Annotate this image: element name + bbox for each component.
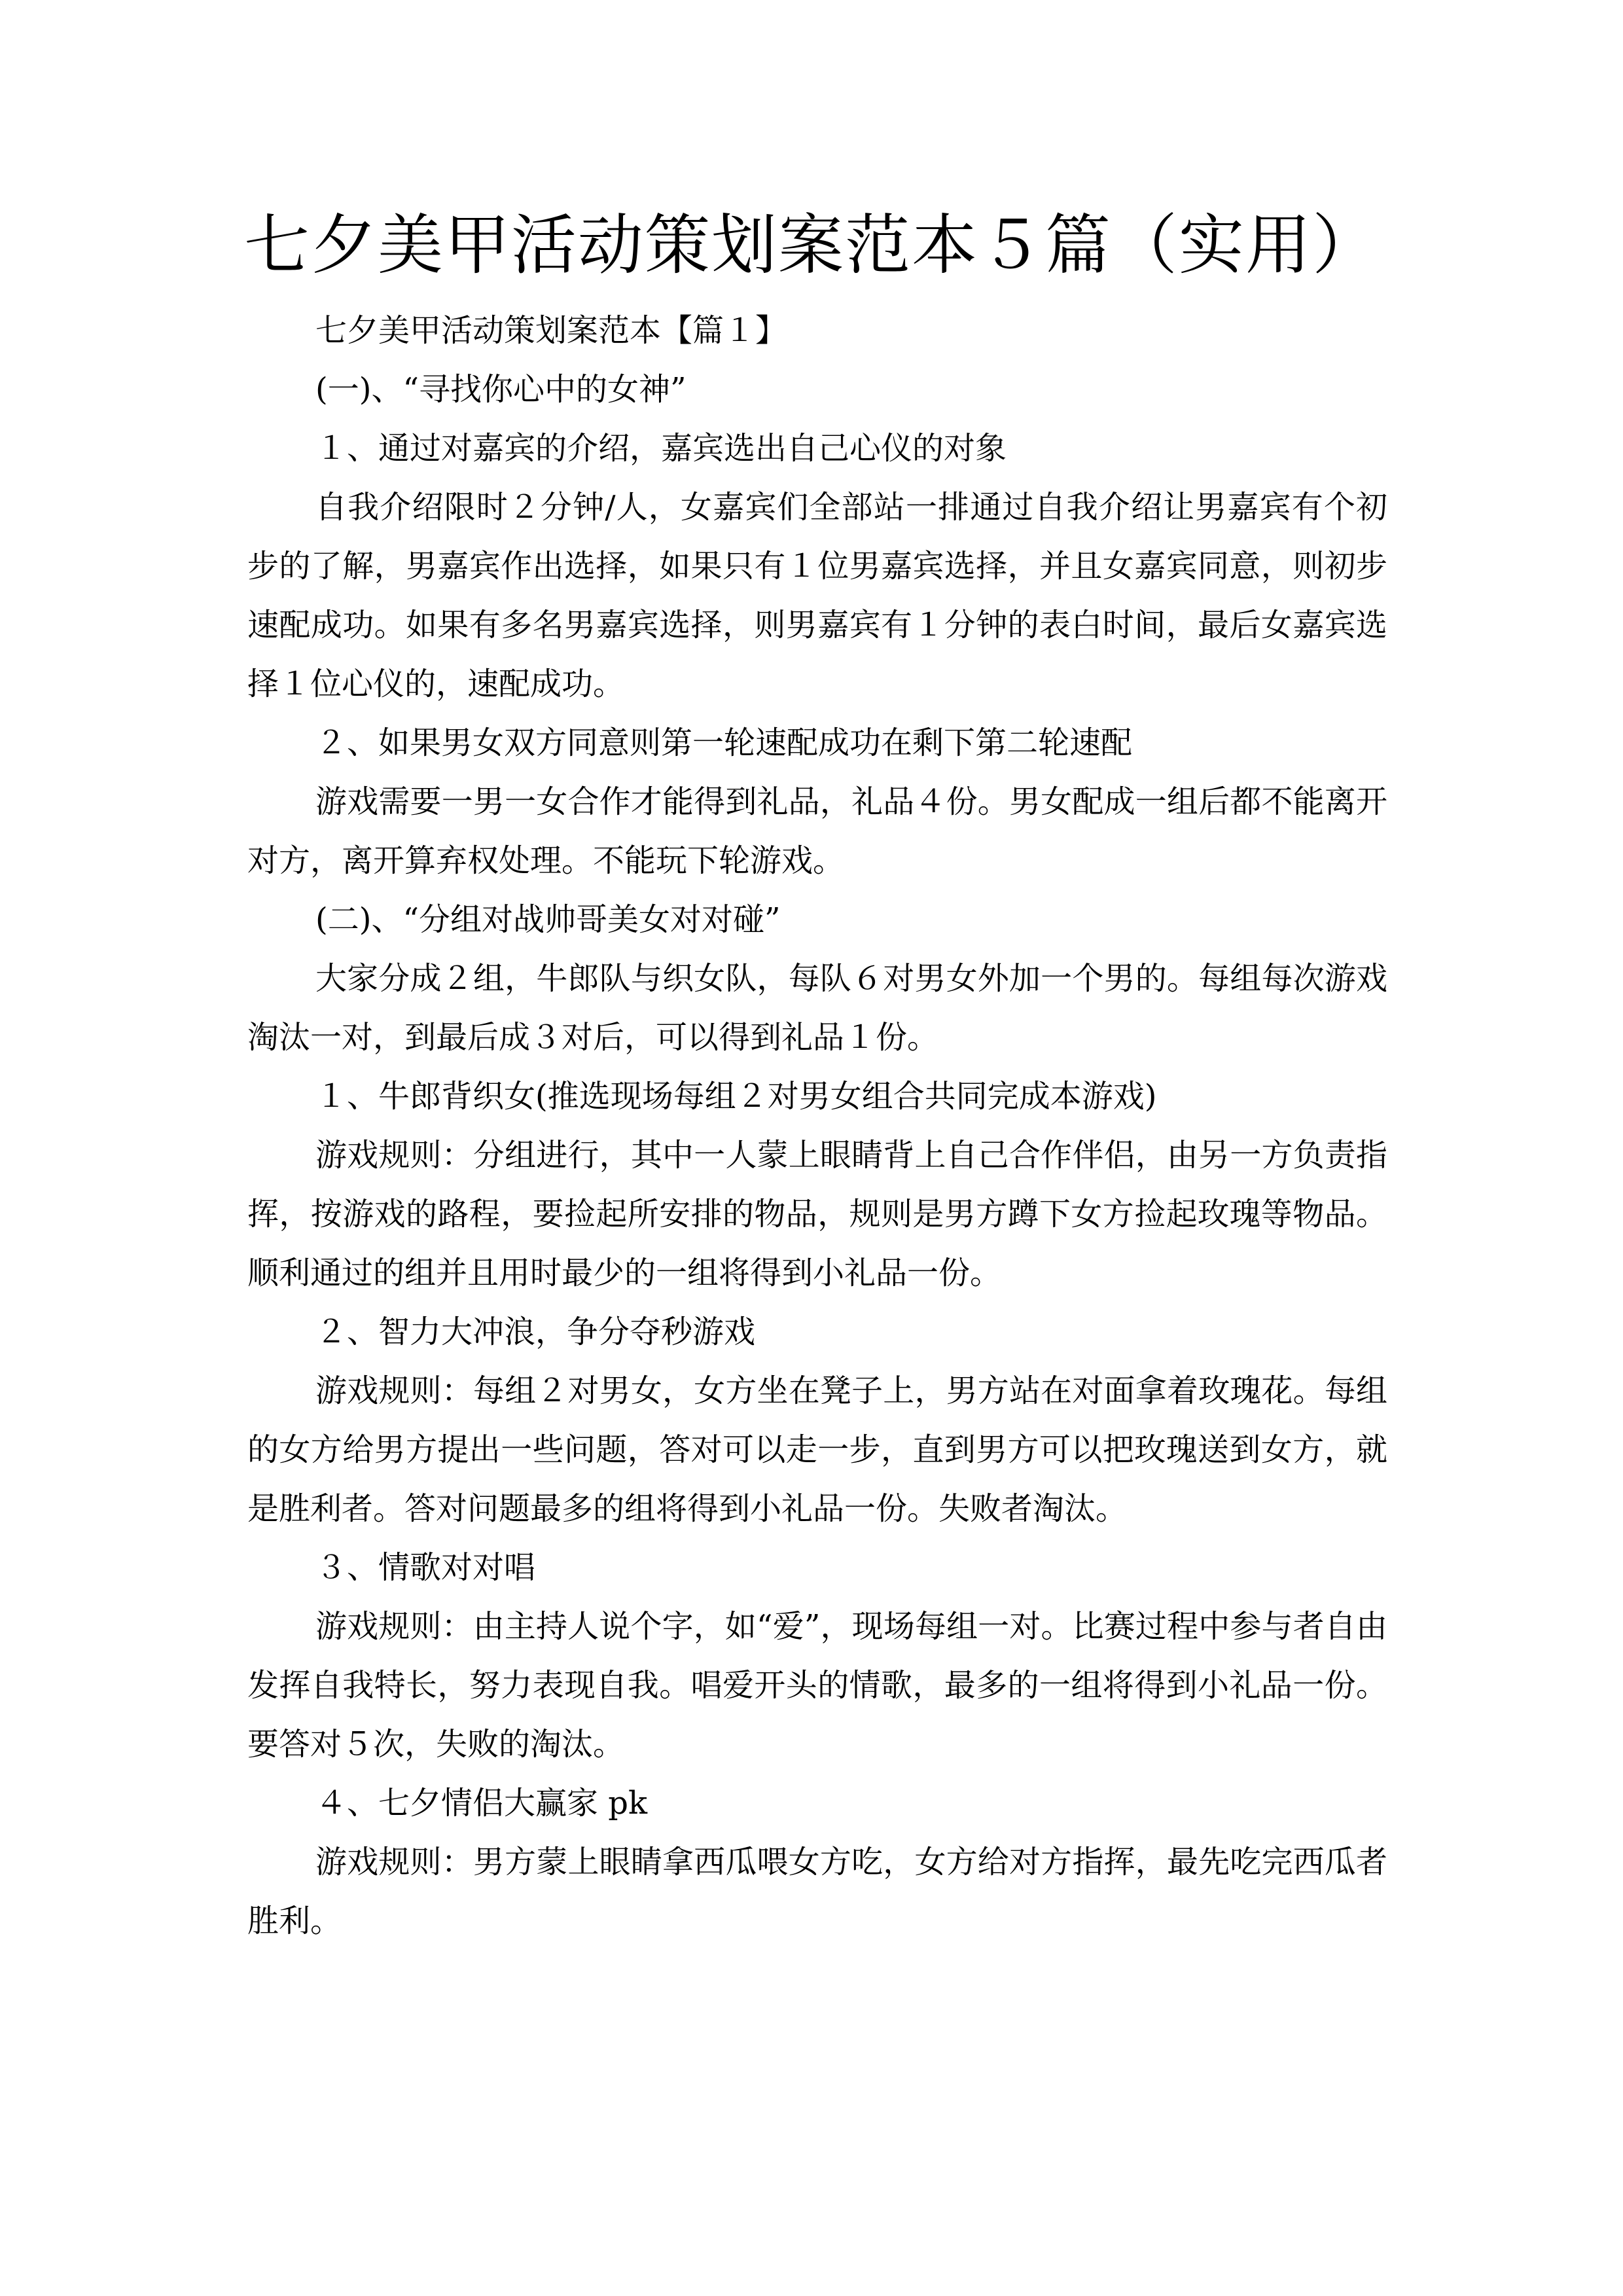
body-paragraph: 游戏规则：每组２对男女，女方坐在凳子上，男方站在对面拿着玫瑰花。每组的女方给男方提出一些问题，答对可以走一步，直到男方可以把玫瑰送到女方，就是胜利者。答对问题最多的组将得到小礼品一份。失败者淘汰。 [247, 1372, 1387, 1527]
section-heading-part-1: 七夕美甲活动策划案范本【篇１】 [315, 312, 787, 349]
body-paragraph: 游戏规则：男方蒙上眼睛拿西瓜喂女方吃，女方给对方指挥，最先吃完西瓜者胜利。 [247, 1844, 1387, 1939]
item-heading: ３、情歌对对唱 [315, 1549, 536, 1586]
item-heading: ２、如果男女双方同意则第一轮速配成功在剩下第二轮速配 [315, 725, 1133, 761]
body-paragraph: 游戏需要一男一女合作才能得到礼品，礼品４份。男女配成一组后都不能离开对方，离开算弃权处理。不能玩下轮游戏。 [247, 783, 1387, 879]
body-paragraph: 游戏规则：分组进行，其中一人蒙上眼睛背上自己合作伴侣，由另一方负责指挥，按游戏的路程，要捡起所安排的物品，规则是男方蹲下女方捡起玫瑰等物品。顺利通过的组并且用时最少的一组将得到小礼品一份。 [247, 1137, 1387, 1291]
item-heading: ４、七夕情侣大赢家 pk [315, 1785, 648, 1821]
body-paragraph: 自我介绍限时２分钟/人，女嘉宾们全部站一排通过自我介绍让男嘉宾有个初步的了解，男嘉宾作出选择，如果只有１位男嘉宾选择，并且女嘉宾同意，则初步速配成功。如果有多名男嘉宾选择，则男嘉宾有１分钟的表白时间，最后女嘉宾选择１位心仪的，速配成功。 [247, 489, 1387, 702]
subheading-group-battle: (二)、“分组对战帅哥美女对对碰” [315, 901, 781, 938]
item-heading: ２、智力大冲浪，争分夺秒游戏 [315, 1314, 756, 1350]
document-title: 七夕美甲活动策划案范本５篇（实用） [244, 207, 1379, 283]
body-paragraph: 游戏规则：由主持人说个字，如“爱”，现场每组一对。比赛过程中参与者自由发挥自我特长，努力表现自我。唱爱开头的情歌，最多的一组将得到小礼品一份。要答对５次，失败的淘汰。 [247, 1608, 1387, 1763]
item-heading: １、牛郎背织女(推选现场每组２对男女组合共同完成本游戏) [315, 1078, 1157, 1115]
item-heading: １、通过对嘉宾的介绍，嘉宾选出自己心仪的对象 [315, 430, 1007, 467]
subheading-find-goddess: (一)、“寻找你心中的女神” [315, 371, 687, 408]
document-body [247, 301, 1387, 1950]
body-paragraph: 大家分成２组，牛郎队与织女队，每队６对男女外加一个男的。每组每次游戏淘汰一对，到最后成３对后，可以得到礼品１份。 [247, 960, 1387, 1056]
